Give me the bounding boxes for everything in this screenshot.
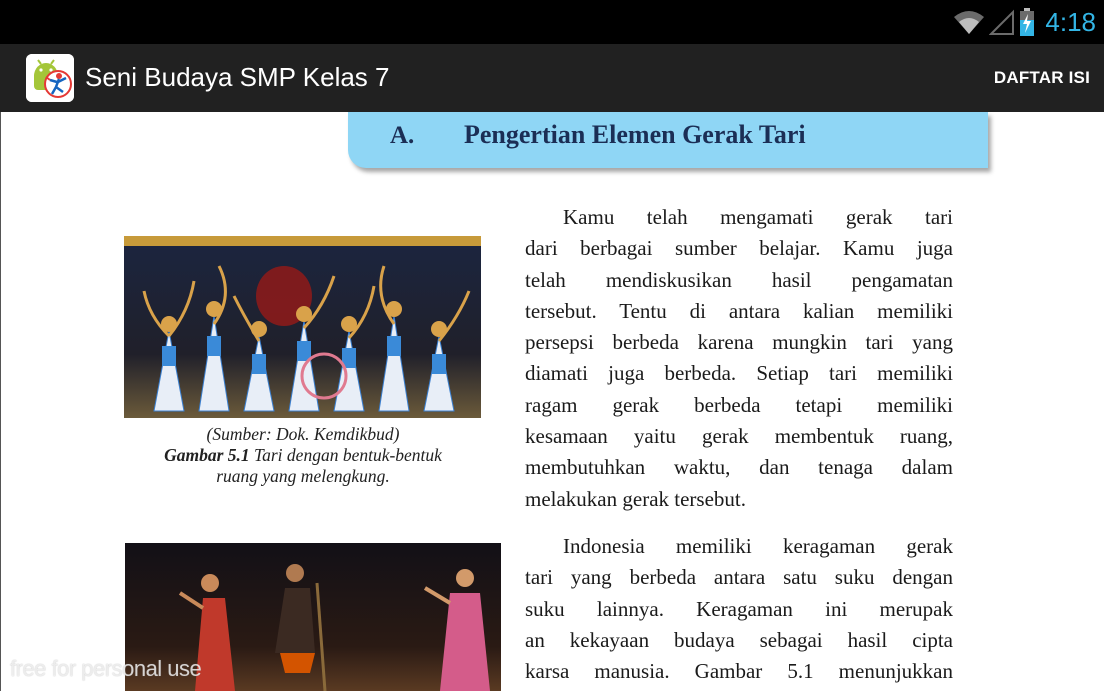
section-number: A. — [390, 122, 415, 149]
text-line: diamati juga berbeda. Setiap tari memiliki — [525, 361, 953, 386]
text-line: telah mendiskusikan hasil pengamatan — [525, 267, 953, 292]
text-line: karsa manusia. Gambar 5.1 menunjukkan — [525, 659, 953, 684]
android-dancer-icon[interactable] — [26, 54, 74, 102]
book-page[interactable] — [0, 112, 1104, 691]
text-line: Indonesia memiliki keragaman gerak — [563, 534, 953, 558]
watermark-text: free for personal use — [10, 656, 202, 681]
action-bar — [0, 44, 1104, 112]
text-line: suku lainnya. Keragaman ini merupak — [525, 596, 953, 621]
signal-icon — [989, 9, 1015, 35]
text-line: tersebut. Tentu di antara kalian memiliki — [525, 298, 953, 323]
text-line: dari berbagai sumber belajar. Kamu juga — [525, 236, 953, 261]
figure-caption-line: Gambar 5.1 Tari dengan bentuk-bentuk — [164, 445, 442, 465]
text-line: tari yang berbeda antara satu suku dengan — [525, 565, 953, 590]
text-line: Kamu telah mengamati gerak tari — [563, 205, 953, 229]
app-title: Seni Budaya SMP Kelas 7 — [85, 62, 390, 92]
text-line: an kekayaan budaya sebagai hasil cipta — [525, 627, 953, 652]
figure-caption — [111, 424, 495, 487]
text-line: kesamaan yaitu gerak membentuk ruang, — [525, 424, 953, 449]
paragraph-1 — [525, 202, 953, 515]
figure-caption-line: ruang yang melengkung. — [216, 466, 390, 486]
text-line: persepsi berbeda karena mungkin tari yang — [525, 330, 953, 355]
status-time: 4:18 — [1045, 6, 1096, 37]
figure-source: (Sumber: Dok. Kemdikbud) — [206, 424, 400, 444]
dance-photo-1 — [124, 236, 481, 418]
section-header — [348, 112, 988, 168]
table-of-contents-button[interactable]: DAFTAR ISI — [993, 68, 1090, 87]
text-line: ragam gerak berbeda tetapi memiliki — [525, 392, 953, 417]
status-bar — [0, 0, 1104, 44]
figure-label: Gambar 5.1 — [164, 445, 250, 465]
wifi-icon — [953, 9, 985, 35]
paragraph-2 — [525, 531, 953, 687]
text-line: melakukan gerak tersebut. — [525, 486, 746, 511]
status-icons — [953, 6, 1096, 38]
section-title: Pengertian Elemen Gerak Tari — [464, 120, 806, 149]
text-line: membutuhkan waktu, dan tenaga dalam — [525, 455, 953, 480]
battery-charging-icon — [1019, 8, 1035, 36]
